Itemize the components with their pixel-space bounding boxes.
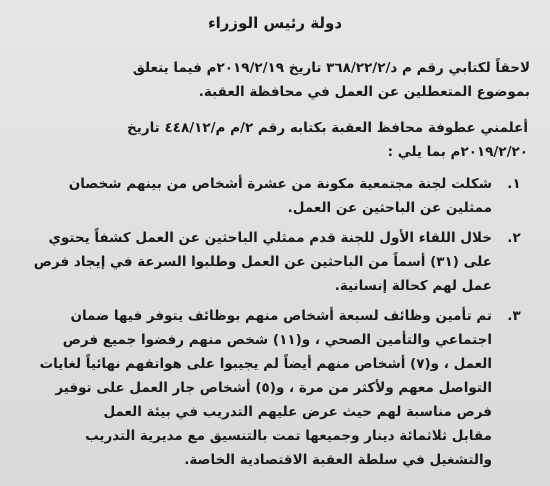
paragraph-line: أعلمني عطوفة محافظ العقبة بكتابه رقم ٢/م م/٤٤٨/١٢ تاريخ [127, 120, 528, 136]
paragraph-reference [20, 56, 530, 104]
list-item-line: العمل ، و(٧) أشخاص منهم أيضاً لم يجيبوا على هواتفهم نهائياً لغايات [39, 356, 492, 372]
numbered-list [14, 172, 536, 472]
list-item-text [14, 172, 492, 220]
list-item-line: شكلت لجنة مجتمعية مكونة من عشرة أشخاص من بينهم شخصان [68, 176, 492, 192]
list-item-number: ٣. [507, 308, 521, 324]
list-item-text [14, 304, 492, 472]
paragraph-line: ٢٠١٩/٢/٢٠م بما يلي : [387, 144, 528, 160]
list-item-number: ١. [507, 176, 521, 192]
list-item-line: اجتماعي والتأمين الصحي ، و(١١) شخص منهم رفضوا جميع فرص [62, 332, 492, 348]
list-item [14, 172, 536, 220]
list-item-line: فرص مناسبة لهم حيث عرض عليهم التدريب في بيئة العمل [103, 404, 492, 420]
list-item-line: مقابل ثلاثمائة دينار وجميعها تمت بالتنسيق مع مديرية التدريب [85, 428, 492, 444]
list-item-text [14, 226, 492, 298]
paragraph-intro [20, 116, 528, 164]
list-item-line: تم تأمين وظائف لسبعة أشخاص منهم بوظائف يتوفر فيها ضمان [70, 308, 492, 324]
list-item-line: خلال اللقاء الأول للجنة قدم ممثلي الباحثين عن العمل كشفاً يحتوي [48, 230, 492, 246]
document-title: دولة رئيس الوزراء [207, 14, 343, 32]
list-item-line: عمل لهم كحالة إنسانية. [334, 278, 492, 294]
paragraph-line: بموضوع المتعطلين عن العمل في محافظة العقبة. [198, 84, 530, 100]
list-item-line: على (٣١) أسماً من الباحثين عن العمل وطلبوا السرعة في إيجاد فرص [33, 254, 492, 270]
list-item-line: والتشغيل في سلطة العقبة الاقتصادية الخاصة. [184, 452, 492, 468]
list-item-line: التواصل معهم ولأكثر من مرة ، و(٥) أشخاص جار العمل على توفير [55, 380, 492, 396]
list-item [14, 226, 536, 298]
list-item [14, 304, 536, 472]
list-item-number: ٢. [507, 230, 521, 246]
paragraph-line: لاحقاً لكتابي رقم م د/٣٦٨/٢٢/٢ تاريخ ٢٠١٩/٢/١٩م فيما يتعلق [132, 60, 530, 76]
list-item-line: ممثلين عن الباحثين عن العمل. [287, 200, 492, 216]
